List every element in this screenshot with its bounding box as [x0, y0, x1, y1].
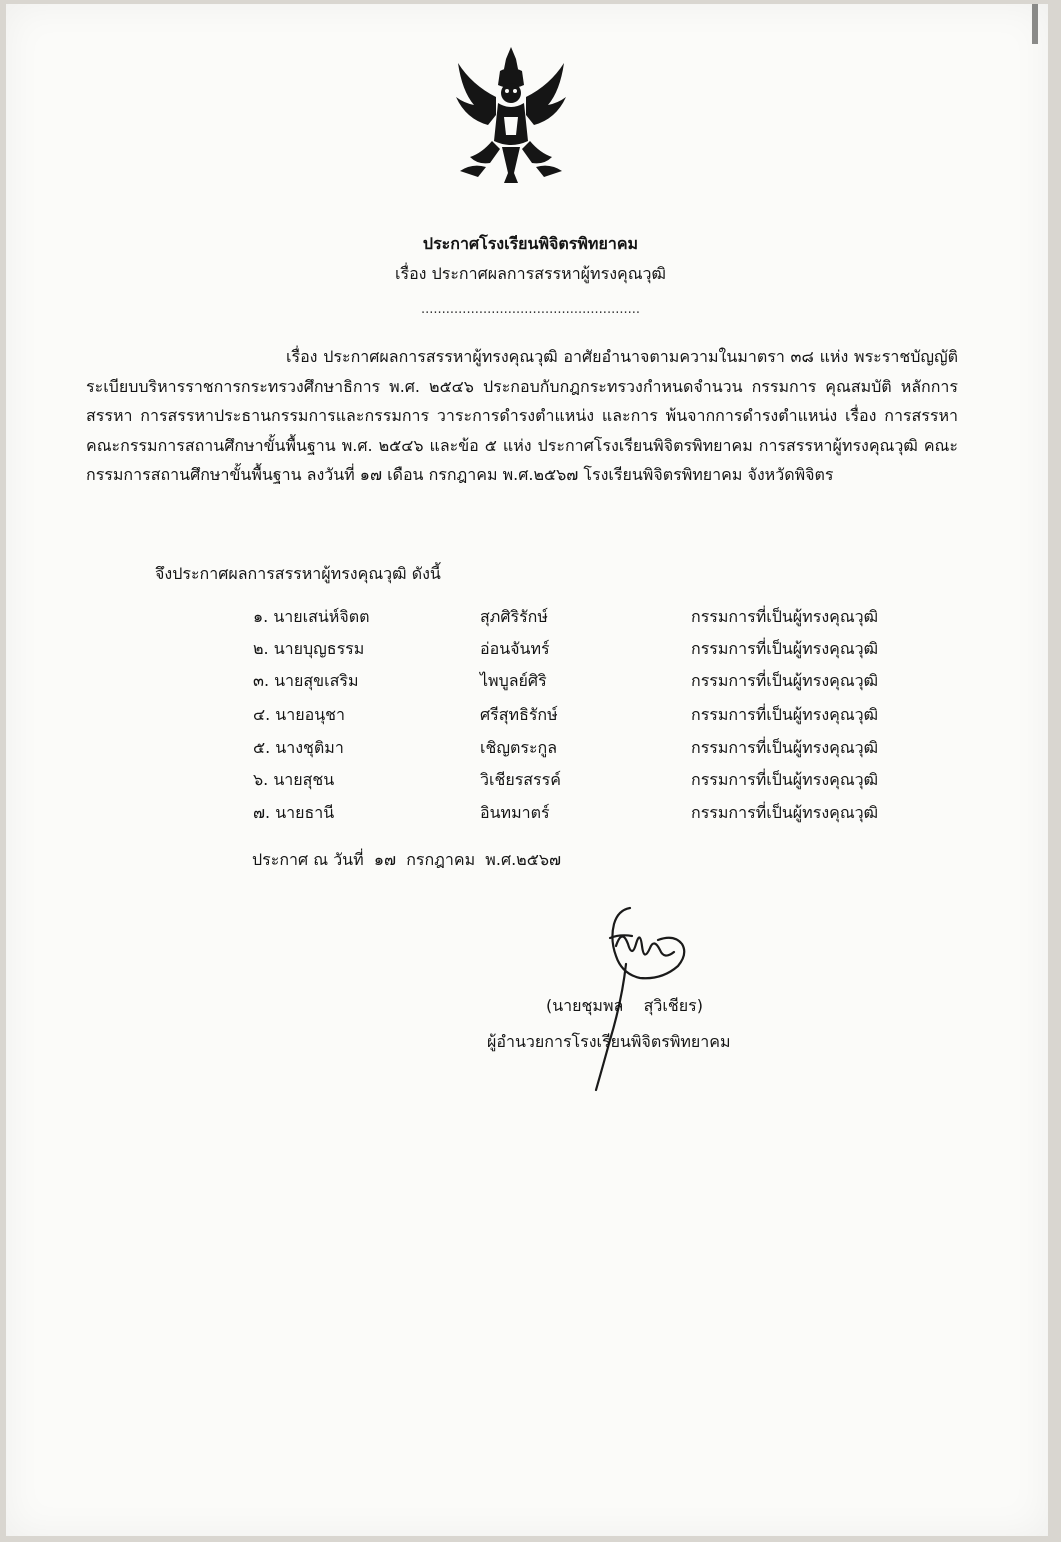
title-divider: .....................................................	[420, 302, 640, 317]
body-paragraph: เรื่อง ประกาศผลการสรรหาผู้ทรงคุณวุฒิ อาศัยอำนาจตามความในมาตรา ๓๘ แห่ง พระราชบัญญัติระเบียบบริหารราชการกระทรวงศึกษาธิการ พ.ศ. ๒๕๔๖ ประกอบกับกฎกระทรวงกำหนดจำนวน กรรมการ คุณสมบัติ หลักการสรรหา การสรรหาประธานกรรมการและกรรมการ วาระการดำรงตำแหน่ง และการ พ้นจากการดำรงตำแหน่ง เรื่อง การสรรหาคณะกรรมการสถานศึกษาขั้นพื้นฐาน พ.ศ. ๒๕๔๖ และข้อ ๕ แห่ง ประกาศโรงเรียนพิจิตรพิทยาคม การสรรหาผู้ทรงคุณวุฒิ คณะกรรมการสถานศึกษาขั้นพื้นฐาน ลงวันที่ ๑๗ เดือน กรกฎาคม พ.ศ.๒๕๖๗ โรงเรียนพิจิตรพิทยาคม จังหวัดพิจิตร	[86, 347, 958, 485]
garuda-emblem-icon	[452, 45, 570, 185]
member-name: ๓. นายสุขเสริม	[253, 671, 359, 690]
member-surname: ศรีสุทธิรักษ์	[480, 705, 558, 724]
signer-title: ผู้อำนวยการโรงเรียนพิจิตรพิทยาคม	[487, 1032, 731, 1051]
document-title: ประกาศโรงเรียนพิจิตรพิทยาคม	[422, 234, 639, 253]
member-name: ๔. นายอนุชา	[253, 705, 345, 724]
member-surname: วิเชียรสรรค์	[480, 770, 561, 789]
member-role: กรรมการที่เป็นผู้ทรงคุณวุฒิ	[691, 738, 879, 757]
member-surname: สุภศิริรักษ์	[480, 607, 548, 626]
member-role: กรรมการที่เป็นผู้ทรงคุณวุฒิ	[691, 770, 879, 789]
member-surname: อ่อนจันทร์	[480, 639, 550, 658]
member-role: กรรมการที่เป็นผู้ทรงคุณวุฒิ	[691, 607, 879, 626]
member-role: กรรมการที่เป็นผู้ทรงคุณวุฒิ	[691, 705, 879, 724]
announcement-date: ประกาศ ณ วันที่ ๑๗ กรกฎาคม พ.ศ.๒๕๖๗	[252, 850, 562, 869]
announcement-intro: จึงประกาศผลการสรรหาผู้ทรงคุณวุฒิ ดังนี้	[155, 564, 441, 583]
member-surname: ไพบูลย์ศิริ	[480, 671, 547, 690]
list-item	[253, 768, 953, 798]
list-item	[253, 669, 953, 699]
member-role: กรรมการที่เป็นผู้ทรงคุณวุฒิ	[691, 671, 879, 690]
member-role: กรรมการที่เป็นผู้ทรงคุณวุฒิ	[691, 639, 879, 658]
document-subject: เรื่อง ประกาศผลการสรรหาผู้ทรงคุณวุฒิ	[395, 264, 666, 283]
signer-name: (นายชุมพล สุวิเชียร)	[546, 996, 703, 1015]
list-item	[253, 703, 953, 733]
list-item	[253, 736, 953, 766]
member-name: ๒. นายบุญธรรม	[253, 639, 365, 658]
list-item	[253, 801, 953, 831]
body-text	[86, 342, 958, 490]
page-edge	[1032, 4, 1038, 44]
member-role: กรรมการที่เป็นผู้ทรงคุณวุฒิ	[691, 803, 879, 822]
list-item	[253, 605, 953, 635]
member-name: ๖. นายสุชน	[253, 770, 335, 789]
member-name: ๕. นางชุติมา	[253, 738, 344, 757]
member-surname: อินทมาตร์	[480, 803, 550, 822]
list-item	[253, 637, 953, 667]
member-surname: เชิญตระกูล	[480, 738, 558, 757]
member-name: ๗. นายธานี	[253, 803, 335, 822]
member-name: ๑. นายเสน่ห์จิตต	[253, 607, 370, 626]
